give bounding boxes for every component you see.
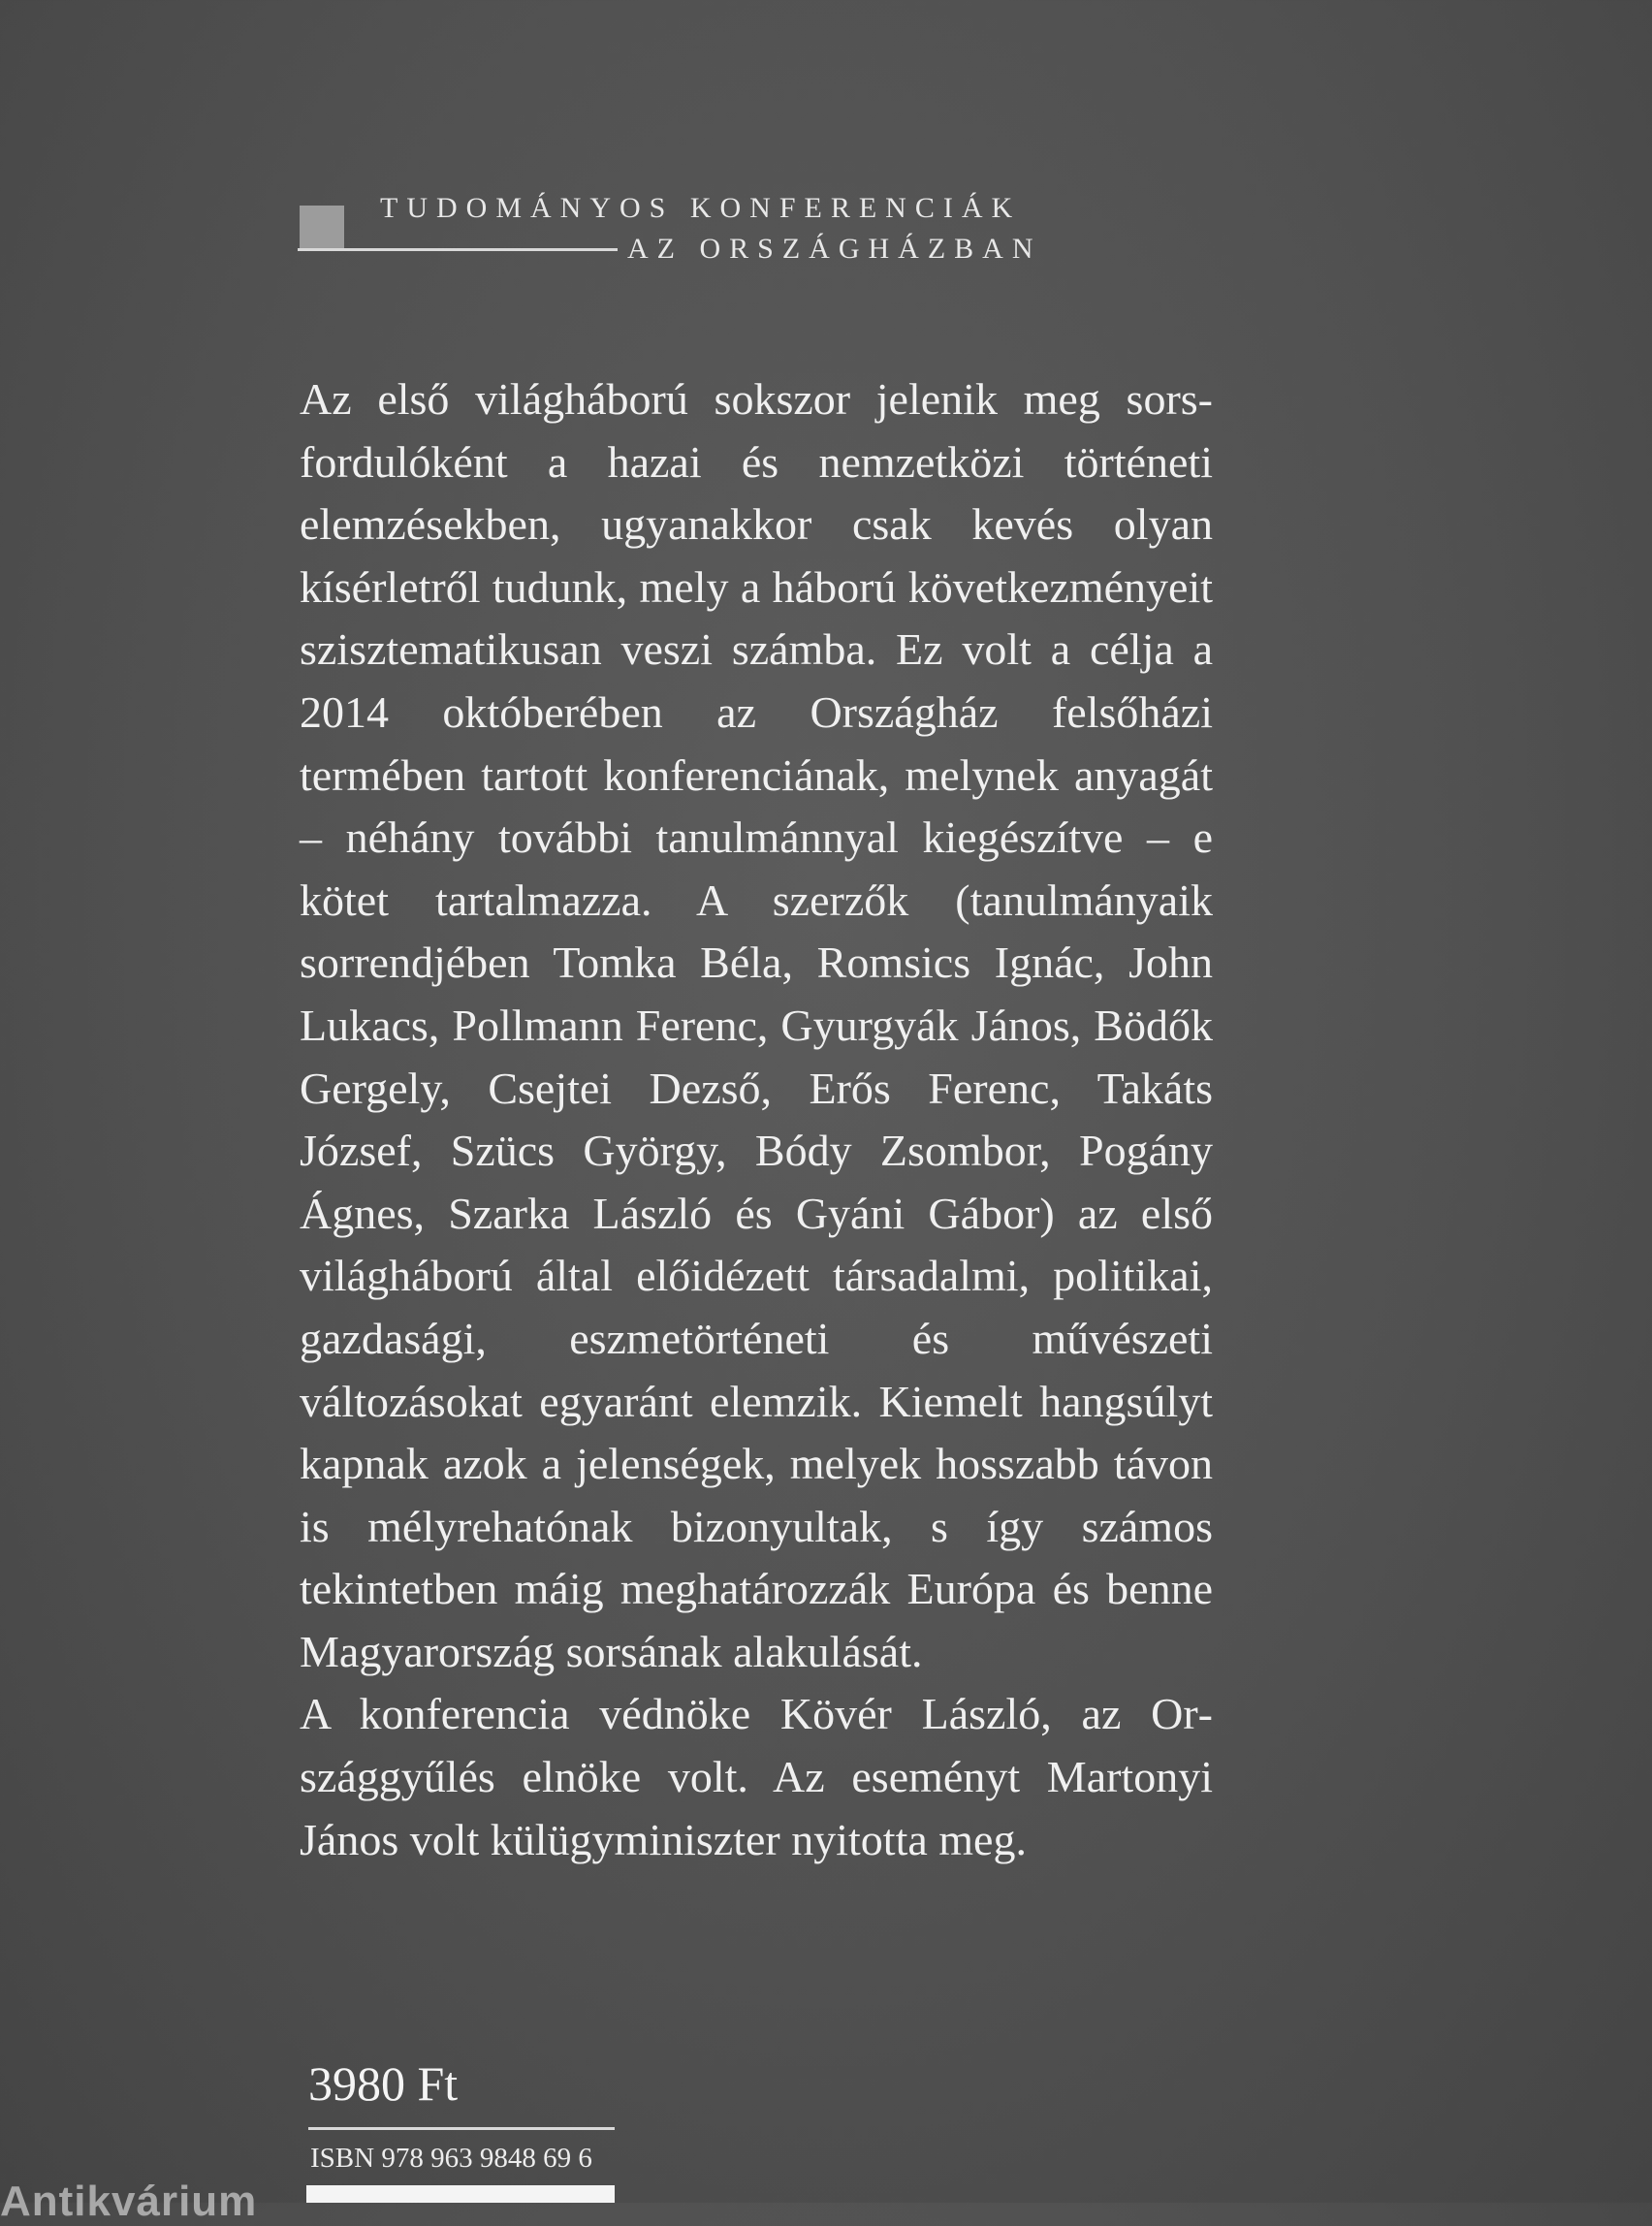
blurb-paragraph-2: A konferencia védnöke Kövér László, az Országgyűlés elnöke volt. Az eseményt Martonyi János volt külügyminiszter nyitotta meg. [300, 1689, 1213, 1864]
antikvarium-watermark: Antikvárium [0, 2178, 258, 2225]
series-title-line2: AZ ORSZÁGHÁZBAN [627, 233, 1042, 265]
barcode-sticker [306, 2185, 615, 2203]
series-title-line1: TUDOMÁNYOS KONFERENCIÁK [380, 192, 1022, 224]
blurb-paragraph-1: Az első világháború sokszor jelenik meg sorsfordulóként a hazai és nemzetközi történeti elemzésekben, ugyanakkor csak kevés olyan kísérletről tudunk, mely a háború következményeit szisztematikusan veszi számba. Ez volt a célja a 2014 októberében az Országház felsőházi termében tartott konferenciának, melynek anyagát – néhány további tanulmánnyal kiegészítve – e kötet tartalmazza. A szerzők (tanulmányaik sorrendjében Tomka Béla, Romsics Ignác, John Lukacs, Pollmann Ferenc, Gyurgyák János, Bödők Gergely, Csejtei Dezső, Erős Ferenc, Takáts József, Szücs György, Bódy Zsombor, Pogány Ágnes, Szarka László és Gyáni Gábor) az első világháború által előidézett társadalmi, politikai, gazdasági, eszmetörténeti és művészeti változásokat egyaránt elemzik. Kiemelt hangsúlyt kapnak azok a jelenségek, melyek hosszabb távon is mélyrehatónak bizonyultak, s így számos tekintetben máig meghatározzák Európa és benne Magyarország sorsának alakulását. [300, 374, 1213, 1676]
series-logo-square [300, 206, 344, 248]
series-header [298, 192, 1073, 270]
blurb-text [300, 368, 1213, 1871]
price-divider [308, 2127, 615, 2130]
isbn-label: ISBN 978 963 9848 69 6 [310, 2143, 592, 2174]
series-divider [298, 248, 618, 251]
price-label: 3980 Ft [308, 2056, 459, 2111]
